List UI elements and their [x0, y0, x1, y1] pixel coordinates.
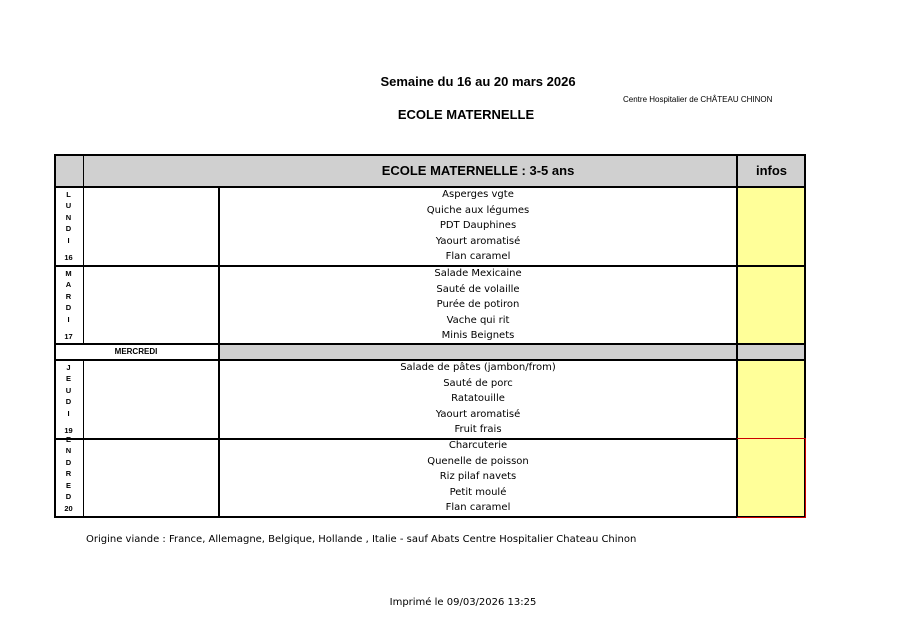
- infos-cell-vendredi-highlight: [737, 438, 806, 518]
- grid-line: [54, 186, 806, 188]
- dish: Riz pilaf navets: [439, 471, 517, 483]
- letter: J: [66, 363, 71, 372]
- dish: Quiche aux légumes: [426, 204, 530, 216]
- letter: U: [65, 385, 72, 395]
- letter: E: [65, 435, 71, 444]
- day-number-jeudi: 19: [64, 426, 73, 435]
- letter: D: [65, 457, 72, 467]
- dish: Petit moulé: [449, 486, 507, 498]
- letter: D: [65, 303, 72, 313]
- dish: Vache qui rit: [446, 314, 510, 326]
- grid-line: [54, 359, 806, 361]
- origin-note: Origine viande : France, Allemagne, Belgique, Hollande , Italie - sauf Abats Centre Hospitalier Chateau Chinon: [86, 534, 637, 545]
- day-number-mardi: 17: [64, 332, 73, 341]
- day-number-vendredi: 20: [64, 504, 73, 513]
- letter: D: [65, 397, 72, 407]
- dish: Flan caramel: [445, 251, 511, 263]
- letter: L: [66, 190, 71, 199]
- letter: E: [65, 480, 71, 490]
- letter: I: [67, 408, 70, 418]
- dish: Sauté de porc: [443, 377, 513, 389]
- dish: Purée de potiron: [436, 299, 520, 311]
- letter: R: [65, 469, 72, 479]
- table-outer-border: [54, 154, 806, 518]
- day-number-lundi: 16: [64, 253, 73, 262]
- dish: Yaourt aromatisé: [435, 235, 521, 247]
- letter: D: [65, 224, 72, 234]
- letter: R: [65, 291, 72, 301]
- dish: Fruit frais: [454, 424, 502, 436]
- letter: A: [65, 280, 72, 290]
- letter: D: [65, 491, 72, 501]
- page-subtitle: ECOLE MATERNELLE: [397, 107, 535, 122]
- letter: M: [65, 269, 72, 278]
- dish: Minis Beignets: [441, 330, 515, 342]
- dish: Ratatouille: [451, 393, 505, 405]
- dish: Charcuterie: [448, 440, 508, 451]
- letter: N: [65, 212, 72, 222]
- letter: N: [65, 446, 72, 456]
- mercredi-label: MERCREDI: [114, 347, 158, 356]
- dish: PDT Dauphines: [439, 220, 517, 232]
- dish: Salade de pâtes (jambon/from): [400, 362, 556, 373]
- grid-line: [54, 265, 806, 267]
- letter: I: [67, 235, 70, 245]
- dish: Quenelle de poisson: [427, 455, 529, 467]
- letter: I: [67, 314, 70, 324]
- grid-line: [54, 438, 737, 440]
- letter: U: [65, 201, 72, 211]
- dish: Yaourt aromatisé: [435, 408, 521, 420]
- dish: Salade Mexicaine: [434, 268, 522, 279]
- dish: Sauté de volaille: [436, 283, 520, 295]
- infos-header: infos: [755, 163, 788, 178]
- printed-date: Imprimé le 09/03/2026 13:25: [389, 597, 537, 608]
- hospital-name: Centre Hospitalier de CHÂTEAU CHINON: [623, 95, 773, 104]
- grid-line: [218, 187, 220, 518]
- column-title: ECOLE MATERNELLE : 3-5 ans: [381, 163, 575, 178]
- letter: E: [65, 374, 71, 384]
- page-title: Semaine du 16 au 20 mars 2026: [380, 74, 576, 89]
- dish: Flan caramel: [445, 502, 511, 514]
- grid-line: [54, 343, 806, 345]
- grid-line: [83, 154, 84, 187]
- menu-table: [54, 154, 806, 518]
- dish: Asperges vgte: [442, 189, 514, 200]
